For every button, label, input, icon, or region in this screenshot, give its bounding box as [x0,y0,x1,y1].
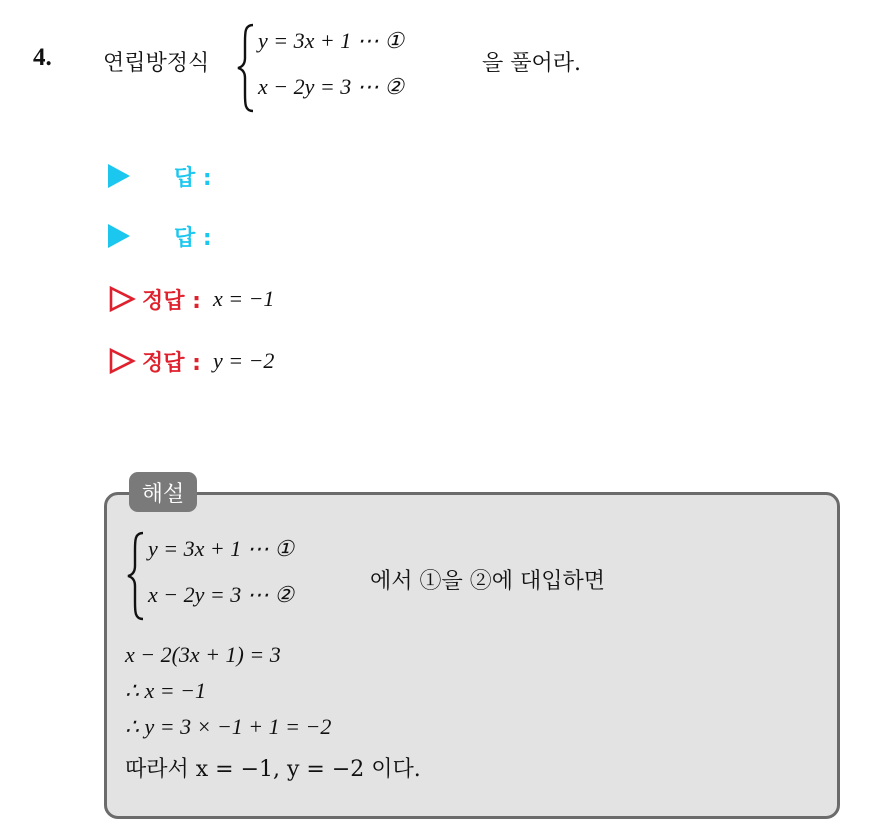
explanation-line-3: ∴ y = 3 × −1 + 1 = −2 [125,714,332,739]
correct-value: y = −2 [212,348,275,373]
outline-triangle-icon [108,347,136,375]
explanation-line-2: ∴ x = −1 [125,678,206,703]
answer-row-1 [108,161,212,191]
equation-1: y = 3x + 1 ⋯ ① [258,28,404,53]
explanation-equation-system [126,530,346,622]
answer-label: 답 : [174,165,212,191]
left-brace-icon [126,530,146,622]
problem-stem: 연립방정식 [103,51,210,76]
explanation-equation-1: y = 3x + 1 ⋯ ① [148,536,294,561]
play-arrow-icon [108,164,130,188]
outline-triangle-icon [108,285,136,313]
explanation-equation-2: x − 2y = 3 ⋯ ② [148,582,294,607]
explanation-tag: 해설 [129,472,197,512]
equation-2: x − 2y = 3 ⋯ ② [258,74,404,99]
left-brace-icon [236,22,256,114]
answer-row-2 [108,221,212,251]
problem-suffix: 을 풀어라. [482,51,581,76]
explanation-substitution-note: 에서 ①을 ②에 대입하면 [370,569,605,594]
correct-value: x = −1 [212,286,275,311]
play-arrow-icon [108,224,130,248]
correct-row-2 [108,346,274,376]
correct-row-1 [108,284,274,314]
equation-system [236,22,456,114]
explanation-line-4: 따라서 x = −1, y = −2 이다. [125,757,421,782]
correct-label: 정답 : [142,350,201,376]
explanation-line-1: x − 2(3x + 1) = 3 [125,642,281,667]
problem-number: 4. [33,44,52,71]
correct-label: 정답 : [142,288,201,314]
answer-label: 답 : [174,225,212,251]
